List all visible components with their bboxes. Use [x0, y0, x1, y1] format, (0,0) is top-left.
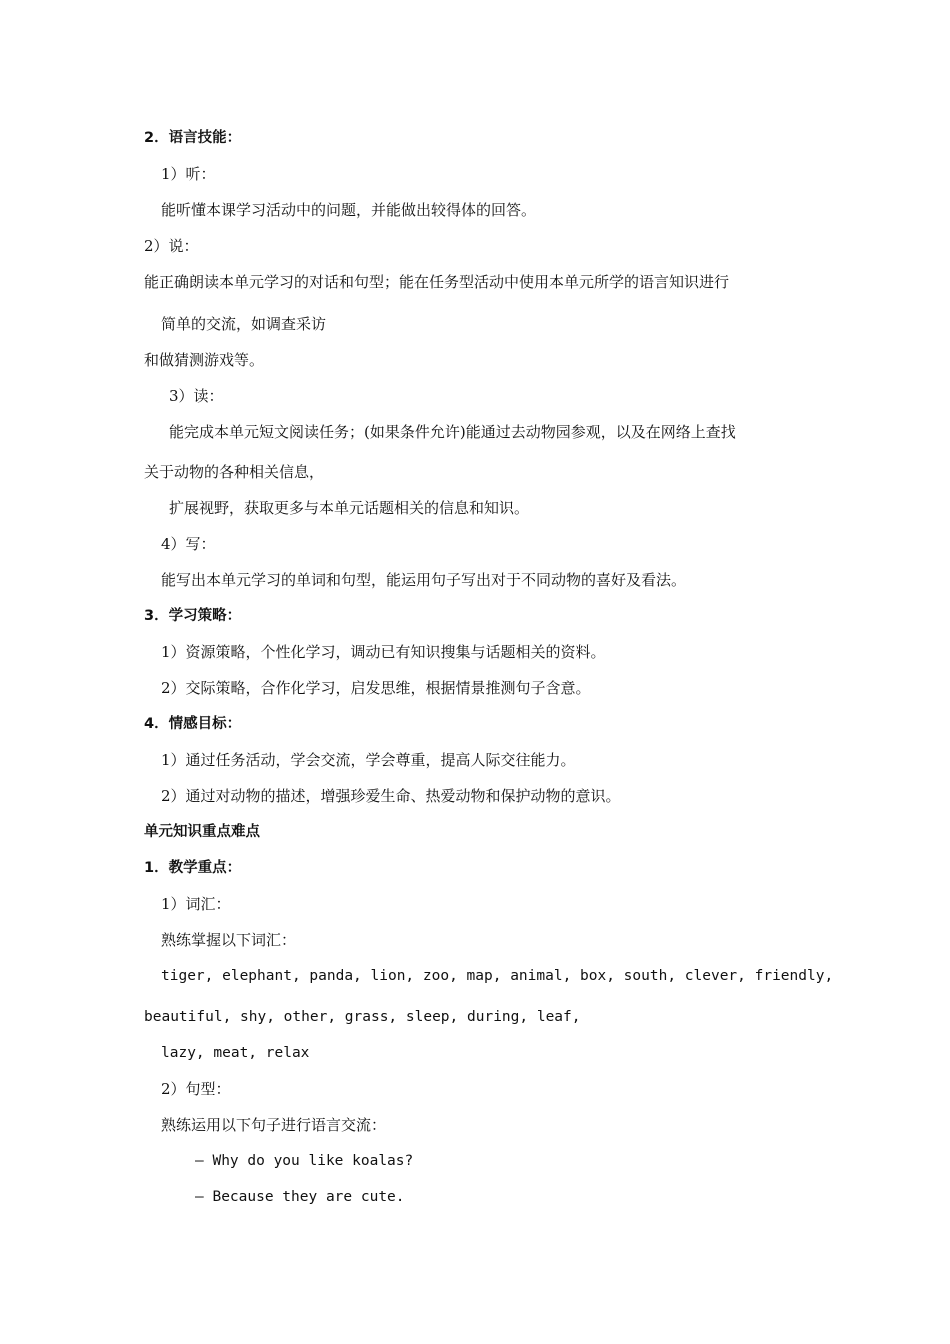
vocab-label: 1）词汇：: [161, 895, 231, 913]
read-text-line-2: 关于动物的各种相关信息，: [144, 463, 325, 481]
pattern-answer: — Because they are cute.: [195, 1189, 405, 1205]
strategy-item-2: 2）交际策略，合作化学习，启发思维，根据情景推测句子含意。: [161, 679, 591, 697]
vocab-intro: 熟练掌握以下词汇：: [161, 931, 297, 949]
section-3-heading: 3．学习策略：: [144, 608, 242, 624]
pattern-label: 2）句型：: [161, 1080, 231, 1098]
read-text-line-3: 扩展视野，获取更多与本单元话题相关的信息和知识。: [169, 499, 530, 517]
emotion-item-1: 1）通过任务活动，学会交流，学会尊重，提高人际交往能力。: [161, 751, 576, 769]
pattern-intro: 熟练运用以下句子进行语言交流：: [161, 1116, 387, 1134]
pattern-question: — Why do you like koalas?: [195, 1153, 414, 1169]
listen-label: 1）听：: [161, 165, 216, 183]
section-4-heading: 4．情感目标：: [144, 716, 242, 732]
read-label: 3）读：: [169, 387, 224, 405]
key-points-heading: 单元知识重点难点: [144, 824, 260, 840]
speak-label: 2）说：: [144, 237, 199, 255]
speak-text-line-3: 和做猜测游戏等。: [144, 351, 265, 369]
teaching-focus-heading: 1．教学重点：: [144, 860, 242, 876]
read-text-line-1: 能完成本单元短文阅读任务；(如果条件允许)能通过去动物园参观，以及在网络上查找: [169, 423, 736, 441]
section-2-heading: 2．语言技能：: [144, 130, 242, 146]
speak-text-line-1: 能正确朗读本单元学习的对话和句型；能在任务型活动中使用本单元所学的语言知识进行: [144, 273, 730, 291]
vocab-line-1: tiger, elephant, panda, lion, zoo, map, animal, box, south, clever, friendly,: [161, 968, 834, 984]
strategy-item-1: 1）资源策略，个性化学习，调动已有知识搜集与话题相关的资料。: [161, 643, 606, 661]
speak-text-line-2: 简单的交流，如调查采访: [161, 315, 327, 333]
vocab-line-2: beautiful, shy, other, grass, sleep, during, leaf,: [144, 1009, 581, 1025]
vocab-line-3: lazy, meat, relax: [161, 1045, 310, 1061]
emotion-item-2: 2）通过对动物的描述，增强珍爱生命、热爱动物和保护动物的意识。: [161, 787, 621, 805]
write-label: 4）写：: [161, 535, 216, 553]
write-text: 能写出本单元学习的单词和句型，能运用句子写出对于不同动物的喜好及看法。: [161, 571, 687, 589]
listen-text: 能听懂本课学习活动中的问题，并能做出较得体的回答。: [161, 201, 537, 219]
